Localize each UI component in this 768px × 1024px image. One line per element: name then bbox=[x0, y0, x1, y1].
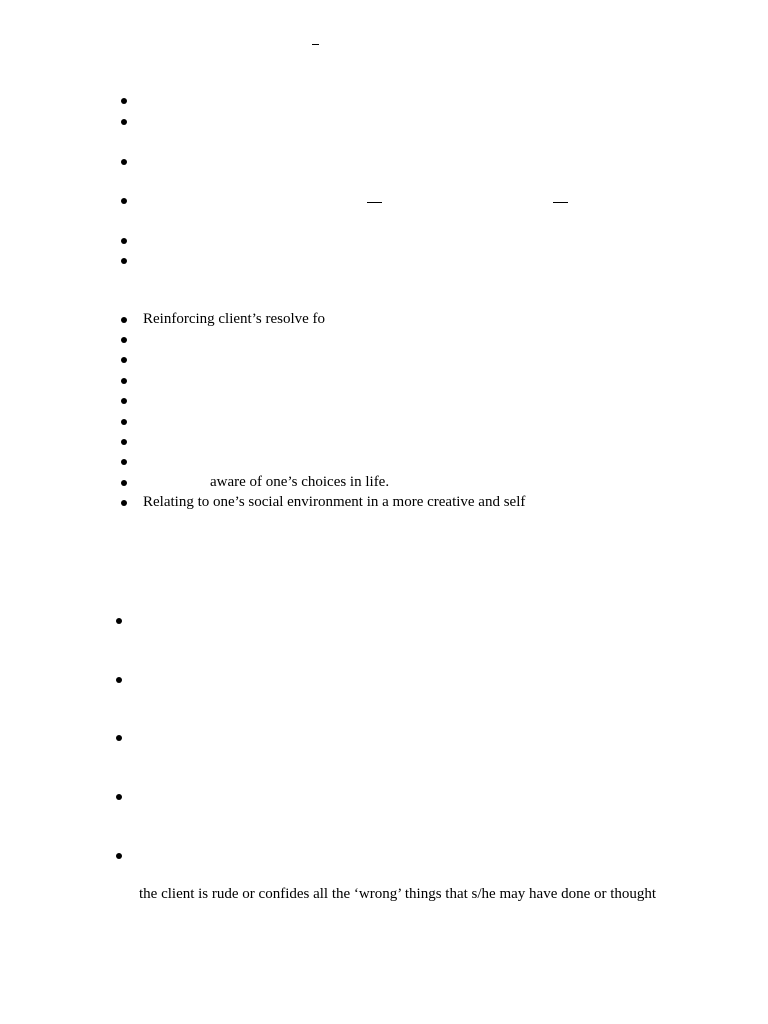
list2-bullet-8 bbox=[121, 459, 127, 465]
footer-line-text: the client is rude or confides all the ‘wrong’ things that s/he may have done or thought bbox=[139, 886, 657, 902]
list2-bullet-4 bbox=[121, 378, 127, 384]
list1-bullet-5 bbox=[121, 238, 127, 244]
list2-bullet-9 bbox=[121, 480, 127, 486]
list1-bullet-3 bbox=[121, 159, 127, 165]
list3-bullet-5 bbox=[116, 853, 122, 859]
list2-bullet-7 bbox=[121, 439, 127, 445]
list2-bullet-3 bbox=[121, 357, 127, 363]
header-dash bbox=[312, 44, 319, 45]
list3-bullet-4 bbox=[116, 794, 122, 800]
list2-bullet-5 bbox=[121, 398, 127, 404]
list2-item-1-text: Reinforcing client’s resolve fo bbox=[143, 311, 326, 327]
list1-bullet-2 bbox=[121, 119, 127, 125]
list1-em-dash-2 bbox=[553, 202, 568, 203]
list1-em-dash-1 bbox=[367, 202, 382, 203]
list1-bullet-4 bbox=[121, 198, 127, 204]
list3-bullet-2 bbox=[116, 677, 122, 683]
list1-bullet-6 bbox=[121, 258, 127, 264]
list3-bullet-1 bbox=[116, 618, 122, 624]
list2-item-9-text: aware of one’s choices in life. bbox=[210, 474, 390, 490]
list2-bullet-1 bbox=[121, 317, 127, 323]
list2-bullet-6 bbox=[121, 419, 127, 425]
list2-bullet-10 bbox=[121, 500, 127, 506]
list2-item-10-text: Relating to one’s social environment in a more creative and self bbox=[143, 494, 526, 510]
list2-bullet-2 bbox=[121, 337, 127, 343]
list3-bullet-3 bbox=[116, 735, 122, 741]
list1-bullet-1 bbox=[121, 98, 127, 104]
